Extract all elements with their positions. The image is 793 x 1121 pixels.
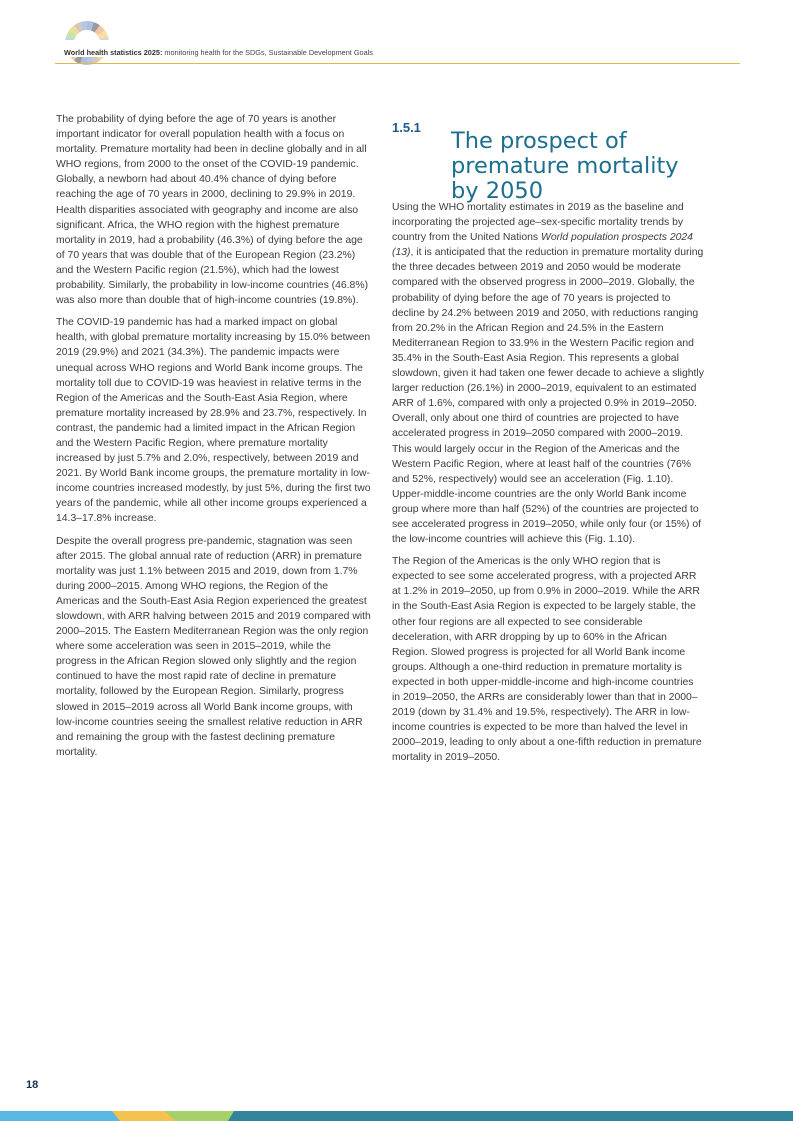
running-header-bold: World health statistics 2025: xyxy=(64,48,163,57)
section-number: 1.5.1 xyxy=(392,120,421,135)
paragraph: The Region of the Americas is the only WHO region that is expected to see some accelerated progress, with a projected ARR at 1.2% in 2019–2050, up from 0.9% in 2000–2019. While the ARR in the South-East Asia Region is expected to be largely stable, the other four regions are all expected to see considerable deceleration, with ARR dropping by up to 60% in the African Region. Slowed progress is projected for all World Bank income groups. Although a one-third reduction in premature mortality is expected in both upper-middle-income and high-income countries in 2019–2050, the ARRs are considerably lower than that in 2000–2019 (down by 31.4% and 19.5%, respectively). The ARR in low-income countries is expected to be more than halved the level in 2000–2019, leading to only about a one-fifth reduction in premature mortality in 2019–2050. xyxy=(392,556,702,764)
footer-bar-green xyxy=(165,1111,234,1121)
paragraph: The COVID-19 pandemic has had a marked impact on global health, with global premature mortality increasing by 15.0% between 2019 (29.9%) and 2021 (34.3%). The pandemic impacts were unequal across WHO regions and World Bank income groups. The mortality toll due to COVID-19 was heaviest in relative terms in the Region of the Americas and the South-East Asia Region, where premature mortality increased by 28.9% and 23.7%, respectively. In contrast, the pandemic had a limited impact in the African Region and the Western Pacific Region, where premature mortality increased by just 5.7% and 2.0%, respectively, between 2019 and 2021. By World Bank income groups, the premature mortality in low-income countries increased modestly, by just 5%, during the first two years of the pandemic, while all other income groups experienced a 14.3–17.8% increase. xyxy=(56,317,371,525)
left-column xyxy=(56,112,371,767)
footer-bar-teal xyxy=(228,1111,793,1121)
right-column xyxy=(392,200,704,772)
section-title: The prospect of premature mortality by 2050 xyxy=(451,127,679,204)
header-divider xyxy=(55,63,740,64)
citation-link[interactable]: World population prospects 2024 (13) xyxy=(392,232,693,259)
sdg-color-wheel-icon xyxy=(64,20,110,66)
page-number: 18 xyxy=(26,1079,39,1091)
paragraph: The probability of dying before the age of 70 years is another important indicator for overall population health with a focus on mortality. Premature mortality had been in decline globally and in all WHO regions, from 2000 to the onset of the COVID-19 pandemic. Globally, a newborn had about 40.4% chance of dying before reaching the age of 70 years in 2000, declining to 29.9% in 2019. Health disparities associated with geography and income are also significant. Africa, the WHO region with the highest premature mortality in 2019, had a probability (46.3%) of dying before the age of 70 years that was double that of the European Region (23.2%) and the Western Pacific region (21.5%), which had the lowest probability. Similarly, the probability in low-income countries (46.8%) was also more than double that of high-income countries (19.8%). xyxy=(56,114,369,307)
running-header xyxy=(64,48,375,57)
footer-color-bar xyxy=(0,1111,793,1121)
paragraph-text: , it is anticipated that the reduction in premature mortality during the three decades between 2019 and 2050 would be moderate compared with the observed progress in 2000–2019. Globally, the probability of dying before the age of 70 years is projected to decline by 24.2% between 2019 and 2050, with reductions ranging from 20.2% in the African Region and 24.5% in the Eastern Mediterranean Region to 33.9% in the Western Pacific region and 35.4% in the South-East Asia Region. This represents a global slowdown, given it had taken one fewer decade to achieve a slightly larger reduction (26.1%) in 2000–2019, equivalent to an estimated ARR of 1.6%, compared with only a projected 0.9% in 2019–2050. Overall, only about one third of countries are projected to have accelerated progress in 2019–2050 compared with 2000–2019. This would largely occur in the Region of the Americas and the Western Pacific Region, where at least half of the countries (76% and 52%, respectively) would see an acceleration (Fig. 1.10). Upper-middle-income countries are the only World Bank income group where more than half (52%) of the countries are projected to see accelerated progress in 2019–2050, while only four (or 15%) of the low-income countries will achieve this (Fig. 1.10). xyxy=(392,247,704,546)
paragraph xyxy=(392,200,704,547)
running-header-rest: monitoring health for the SDGs, Sustainable Development Goals xyxy=(162,48,373,57)
paragraph-text: Using the WHO mortality estimates in 2019 as the baseline and incorporating the projected age–sex-specific mortality trends by country from the United Nations xyxy=(392,202,684,244)
paragraph: Despite the overall progress pre-pandemic, stagnation was seen after 2015. The global annual rate of reduction (ARR) in premature mortality was just 1.1% between 2015 and 2019, down from 1.7% during 2000–2015. Among WHO regions, the Region of the Americas and the South-East Asia Region experienced the greatest slowdown, with ARR halving between 2015 and 2019 compared with 2000–2015. The Eastern Mediterranean Region was the only region where some acceleration was seen in 2015–2019, while the progress in the African Region slowed only slightly and the region continued to have the most rapid rate of decline in premature mortality, followed by the European Region. Similarly, progress slowed in 2015–2019 across all World Bank income groups, with low-income countries seeing the smallest relative reduction in ARR and remaining the group with the fastest declining premature mortality. xyxy=(56,535,371,758)
